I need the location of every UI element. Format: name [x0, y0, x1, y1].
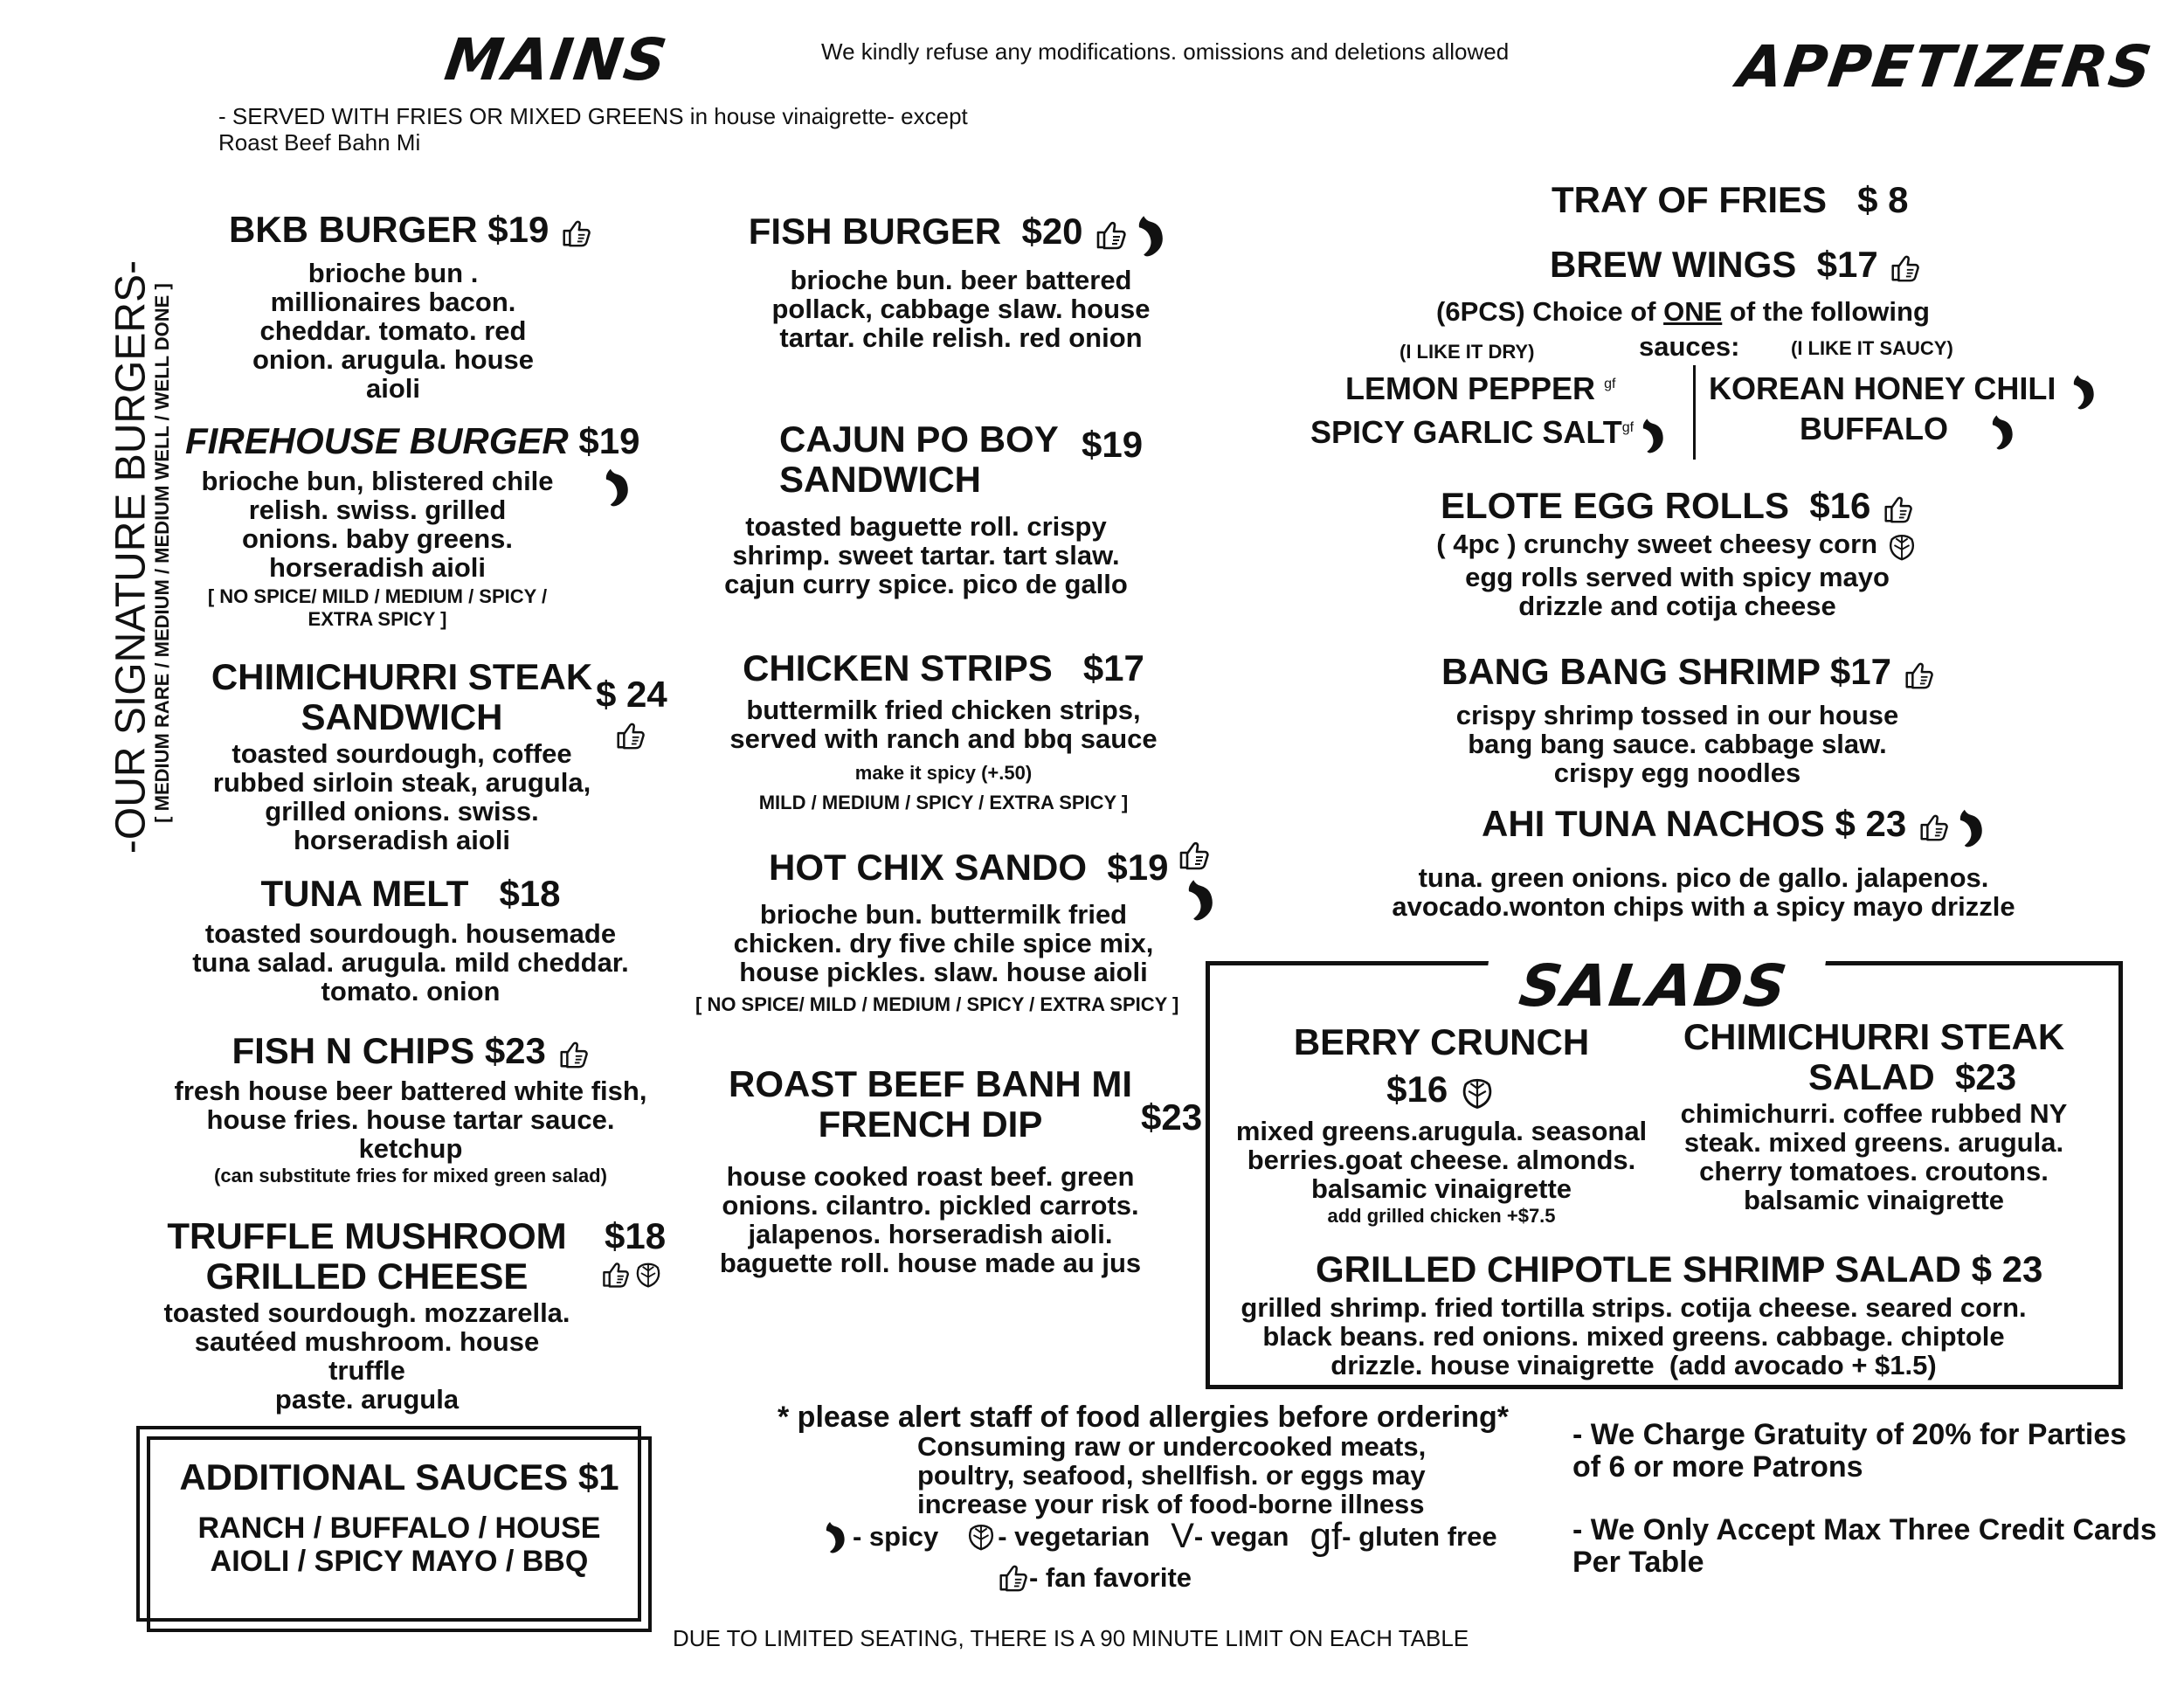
item-name: CHIMICHURRI STEAK: [1683, 1016, 2065, 1057]
additional-sauces-box: [147, 1436, 652, 1632]
menu-item-bang-bang-shrimp: [1441, 652, 2070, 787]
sauce-name: SPICY GARLIC SALT: [1310, 414, 1622, 450]
desc-line: fresh house beer battered white fish,: [174, 1076, 647, 1106]
desc-line: bang bang sauce. cabbage slaw.: [1468, 729, 1887, 759]
sauce-list-line: RANCH / BUFFALO / HOUSE: [197, 1512, 601, 1545]
desc-line: black beans. red onions. mixed greens. cabbage. chiptole: [1262, 1321, 2005, 1352]
desc-line: served with ranch and bbq sauce: [729, 723, 1158, 754]
desc-line: chimichurri. coffee rubbed NY: [1680, 1098, 2068, 1129]
substitution-note: (can substitute fries for mixed green salad): [214, 1165, 607, 1186]
item-price: $23: [1141, 1097, 1203, 1138]
item-name: TUNA MELT: [260, 873, 469, 914]
desc-line: house cooked roast beef. green: [726, 1161, 1135, 1192]
mains-header: MAINS: [440, 26, 673, 93]
sauce-korean-honey-chili: [1709, 370, 2103, 410]
desc-line: tartar. chile relish. red onion: [779, 322, 1143, 353]
desc-line: crispy shrimp tossed in our house: [1455, 700, 1899, 730]
item-name: CAJUN PO BOY: [779, 419, 1059, 460]
salads-header: SALADS: [1481, 952, 1828, 1020]
desc-line: grilled shrimp. fried tortilla strips. cotija cheese. seared corn.: [1241, 1292, 2027, 1323]
allergy-line: Consuming raw or undercooked meats,: [917, 1431, 1427, 1462]
add-avocado-note: (add avocado + $1.5): [1669, 1350, 1937, 1380]
desc-line: balsamic vinaigrette: [1743, 1185, 2005, 1215]
desc-line: egg rolls served with spicy mayo: [1465, 562, 1890, 592]
menu-item-roast-beef-banh-mi: [716, 1064, 1206, 1277]
desc-line: cajun curry spice. pico de gallo: [724, 569, 1128, 599]
legend-gluten-free: - gluten free: [1342, 1520, 1497, 1552]
gratuity-policy: - We Charge Gratuity of 20% for Parties: [1572, 1418, 2127, 1451]
desc-line: onion. arugula. house: [252, 344, 535, 375]
served-with-line1: - SERVED WITH FRIES OR MIXED GREENS in house vinaigrette- except: [218, 103, 968, 129]
desc-line: onions. cilantro. pickled carrots.: [722, 1190, 1139, 1221]
desc-line: pollack, cabbage slaw. house: [771, 294, 1151, 324]
menu-item-hot-chix-sando: [695, 847, 1241, 1016]
gluten-free-mark: gf: [1604, 377, 1616, 391]
menu-item-elote-egg-rolls: [1398, 486, 1957, 620]
modifications-notice: We kindly refuse any modifications. omissions and deletions allowed: [821, 38, 1510, 65]
desc-line: grilled onions. swiss.: [265, 796, 539, 827]
legend-fan-favorite: - fan favorite: [1029, 1561, 1192, 1593]
item-name-2: SALAD: [1808, 1056, 1935, 1097]
add-chicken-note: add grilled chicken +$7.5: [1327, 1204, 1556, 1227]
sauce-name: LEMON PEPPER: [1345, 370, 1596, 406]
spicy-icon: [818, 1519, 853, 1553]
item-price: $18: [499, 873, 561, 914]
item-price: $ 24: [596, 674, 667, 715]
vegetarian-icon: [1885, 529, 1918, 563]
vegetarian-icon: [632, 1258, 664, 1290]
menu-item-berry-crunch: [1232, 1022, 1651, 1228]
menu-item-fish-burger: [716, 211, 1206, 352]
item-name: TRAY OF FRIES: [1552, 179, 1828, 220]
item-price: $ 23: [1835, 803, 1907, 844]
vegetarian-icon: [964, 1519, 998, 1553]
desc-line: horseradish aioli: [268, 552, 487, 583]
allergy-title: * please alert staff of food allergies before ordering*: [778, 1401, 1509, 1434]
fan-favorite-icon: [1176, 837, 1211, 872]
menu-item-chipotle-shrimp-salad: [1223, 1249, 2105, 1380]
desc-line: drizzle and cotija cheese: [1518, 591, 1836, 621]
spice-levels: MILD / MEDIUM / SPICY / EXTRA SPICY ]: [758, 792, 1129, 813]
doneness-options: [ MEDIUM RARE / MEDIUM / MEDIUM WELL / WELL DONE ]: [151, 283, 173, 823]
sauce-divider: [1693, 365, 1696, 460]
item-name: SANDWICH: [779, 459, 981, 500]
icon-legend: [818, 1514, 1497, 1558]
item-price: $17: [1082, 647, 1144, 688]
desc-line: tuna. green onions. pico de gallo. jalapenos.: [1418, 861, 1989, 893]
desc-line: brioche bun. buttermilk fried: [759, 899, 1128, 930]
sauce-name: BUFFALO: [1800, 411, 1948, 446]
item-name: CHICKEN STRIPS: [743, 647, 1053, 688]
saucy-label: (I LIKE IT SAUCY): [1791, 337, 1953, 359]
desc-line: toasted sourdough, coffee: [232, 738, 572, 769]
desc-line: cherry tomatoes. croutons.: [1699, 1156, 2049, 1186]
spice-levels: EXTRA SPICY ]: [308, 608, 447, 630]
spicy-upcharge: make it spicy (+.50): [854, 762, 1033, 784]
dry-label: (I LIKE IT DRY): [1400, 341, 1535, 363]
wings-desc: (6PCS) Choice of: [1436, 296, 1656, 327]
fan-favorite-icon: [1902, 658, 1935, 691]
item-price: $16: [1386, 1069, 1448, 1110]
item-name: ROAST BEEF BANH MI: [729, 1063, 1132, 1104]
item-name: TRUFFLE MUSHROOM: [167, 1215, 567, 1256]
spicy-icon: [1983, 412, 2022, 450]
item-price: $20: [1021, 211, 1083, 253]
desc-line: chicken. dry five chile spice mix,: [733, 928, 1154, 958]
item-name: GRILLED CHIPOTLE SHRIMP SALAD $ 23: [1316, 1249, 2043, 1290]
item-price: $19: [578, 420, 640, 461]
allergy-notice: [778, 1403, 1564, 1519]
credit-card-policy: - We Only Accept Max Three Credit Cards: [1572, 1513, 2157, 1546]
item-name: FISH BURGER: [748, 211, 1002, 253]
item-price: $16: [1809, 485, 1871, 526]
fan-favorite-icon: [599, 1258, 631, 1290]
menu-item-chicken-strips: [699, 648, 1188, 818]
fan-favorite-icon: [1881, 492, 1914, 525]
wings-desc-b: of the following: [1729, 296, 1930, 327]
sauce-lemon-pepper: [1345, 370, 1615, 407]
item-price: $18: [605, 1215, 667, 1256]
menu-item-tuna-melt: [175, 874, 646, 1006]
menu-item-brew-wings: [1302, 244, 2140, 450]
desc-line: buttermilk fried chicken strips,: [746, 695, 1141, 725]
item-name: FRENCH DIP: [818, 1103, 1043, 1145]
fan-favorite-icon: [613, 718, 646, 751]
gluten-free-mark: gf: [1621, 420, 1635, 435]
menu-item-chimichurri-sandwich: [201, 657, 690, 854]
signature-title: -OUR SIGNATURE BURGERS-: [107, 259, 155, 854]
desc-line: berries.goat cheese. almonds.: [1247, 1144, 1636, 1175]
desc-line: house fries. house tartar sauce.: [206, 1104, 615, 1135]
desc-line: house pickles. slaw. house aioli: [739, 957, 1148, 987]
spicy-icon: [596, 465, 638, 507]
seating-time-limit: DUE TO LIMITED SEATING, THERE IS A 90 MINUTE LIMIT ON EACH TABLE: [673, 1625, 1469, 1651]
desc-line: ketchup: [358, 1133, 463, 1164]
served-with-note: [218, 103, 968, 156]
fan-favorite-icon: [1917, 810, 1950, 843]
spicy-icon: [1950, 806, 1992, 847]
desc-line: relish. swiss. grilled: [248, 495, 507, 525]
credit-card-policy-2: Per Table: [1572, 1546, 1704, 1579]
menu-item-truffle-grilled-cheese: [157, 1216, 681, 1414]
item-name: SANDWICH: [301, 696, 503, 737]
fan-favorite-icon: [1888, 251, 1921, 284]
gluten-free-icon: gf: [1310, 1514, 1343, 1558]
item-price: $23: [484, 1030, 546, 1071]
desc-line: rubbed sirloin steak, arugula,: [212, 767, 591, 798]
appetizers-header: APPETIZERS: [1733, 33, 2158, 100]
spicy-icon: [1178, 875, 1223, 921]
desc-line: steak. mixed greens. arugula.: [1683, 1127, 2064, 1158]
item-name: BKB BURGER: [228, 209, 478, 250]
gratuity-policy-2: of 6 or more Patrons: [1572, 1450, 1863, 1484]
spicy-icon: [2064, 371, 2103, 410]
wings-one: ONE: [1663, 296, 1723, 327]
spice-levels: [ NO SPICE/ MILD / MEDIUM / SPICY /: [207, 585, 548, 607]
desc-line: mixed greens.arugula. seasonal: [1235, 1115, 1648, 1146]
item-name: FISH N CHIPS: [232, 1030, 475, 1071]
spicy-icon: [1634, 415, 1672, 453]
desc-line: tuna salad. arugula. mild cheddar.: [192, 947, 629, 978]
item-price: $19: [1082, 424, 1144, 465]
desc-line: onions. baby greens.: [241, 523, 514, 554]
desc-line: crispy egg noodles: [1553, 758, 1801, 788]
allergy-line: poultry, seafood, shellfish. or eggs may: [917, 1460, 1426, 1491]
item-icons: [599, 1258, 664, 1290]
sauce-name: KOREAN HONEY CHILI: [1709, 370, 2056, 406]
legend-vegan: - vegan: [1193, 1520, 1289, 1552]
desc-line: jalapenos. horseradish aioli.: [748, 1219, 1113, 1249]
vegan-icon: V: [1171, 1516, 1194, 1555]
desc-line: toasted sourdough. mozzarella.: [163, 1297, 570, 1328]
desc-line: ( 4pc ) crunchy sweet cheesy corn: [1436, 529, 1878, 560]
item-price: $17: [1829, 651, 1891, 692]
menu-item-firehouse-burger: [185, 421, 674, 631]
fan-favorite-icon: [996, 1560, 1029, 1594]
desc-line: toasted baguette roll. crispy: [745, 511, 1107, 542]
policies: [1572, 1419, 2157, 1579]
additional-sauces-title: ADDITIONAL SAUCES $1: [179, 1456, 619, 1498]
fan-favorite-icon: [1093, 217, 1128, 252]
legend-vegetarian: - vegetarian: [998, 1520, 1151, 1552]
item-name: CHIMICHURRI STEAK: [211, 656, 593, 697]
menu-item-tray-of-fries: [1552, 180, 1908, 220]
sauce-spicy-garlic-salt: [1310, 414, 1672, 453]
desc-line: baguette roll. house made au jus: [719, 1248, 1142, 1278]
sauce-buffalo: [1800, 411, 2022, 450]
fan-favorite-icon: [556, 1037, 590, 1070]
desc-line: avocado.wonton chips with a spicy mayo drizzle: [1392, 890, 2015, 922]
item-name: FIREHOUSE BURGER: [185, 420, 569, 461]
desc-line: horseradish aioli: [293, 825, 511, 855]
item-price: $17: [1816, 244, 1878, 285]
menu-item-fish-n-chips: [157, 1031, 664, 1187]
item-name: GRILLED CHEESE: [205, 1256, 529, 1297]
desc-line: drizzle. house vinaigrette: [1330, 1350, 1655, 1380]
fan-favorite-icon: [559, 216, 592, 249]
allergy-line: increase your risk of food-borne illness: [917, 1489, 1425, 1519]
vegetarian-icon: [1458, 1073, 1496, 1111]
spice-levels: [ NO SPICE/ MILD / MEDIUM / SPICY / EXTRA SPICY ]: [695, 993, 1179, 1015]
item-name: HOT CHIX SANDO: [769, 847, 1088, 888]
item-name: BREW WINGS: [1550, 244, 1797, 285]
legend-fan-favorite-row: [996, 1560, 1192, 1594]
desc-line: cheddar. tomato. red: [259, 315, 527, 346]
menu-item-bkb-burger: [210, 210, 612, 403]
menu-item-ahi-tuna-nachos: [1363, 804, 2079, 921]
item-price: $ 8: [1857, 179, 1909, 220]
desc-line: tomato. onion: [321, 976, 501, 1007]
desc-line: brioche bun. beer battered: [790, 265, 1132, 295]
desc-line: millionaires bacon.: [270, 287, 516, 317]
desc-line: shrimp. sweet tartar. tart slaw.: [732, 540, 1120, 571]
legend-spicy: - spicy: [853, 1520, 939, 1552]
item-price: $19: [1107, 847, 1169, 888]
item-name: BERRY CRUNCH: [1293, 1021, 1590, 1062]
item-name: AHI TUNA NACHOS: [1482, 803, 1825, 844]
desc-line: balsamic vinaigrette: [1310, 1173, 1572, 1204]
sauce-list-line: AIOLI / SPICY MAYO / BBQ: [210, 1545, 589, 1578]
item-price: $23: [1955, 1056, 2017, 1097]
desc-line: paste. arugula: [274, 1384, 460, 1415]
wings-sauces-label: sauces:: [1639, 331, 1740, 362]
desc-line: sautéed mushroom. house truffle: [194, 1326, 540, 1386]
menu-item-chimichurri-salad: [1669, 1017, 2088, 1214]
desc-line: brioche bun, blistered chile: [201, 466, 554, 496]
menu-item-cajun-po-boy: [716, 419, 1206, 598]
item-name: BANG BANG SHRIMP: [1441, 651, 1821, 692]
desc-line: brioche bun .: [308, 258, 479, 288]
item-price: $19: [487, 209, 549, 250]
desc-line: toasted sourdough. housemade: [204, 918, 617, 949]
served-with-line2: Roast Beef Bahn Mi: [218, 129, 421, 156]
desc-line: aioli: [365, 373, 420, 404]
item-name: ELOTE EGG ROLLS: [1440, 485, 1789, 526]
spicy-icon: [1128, 211, 1173, 257]
